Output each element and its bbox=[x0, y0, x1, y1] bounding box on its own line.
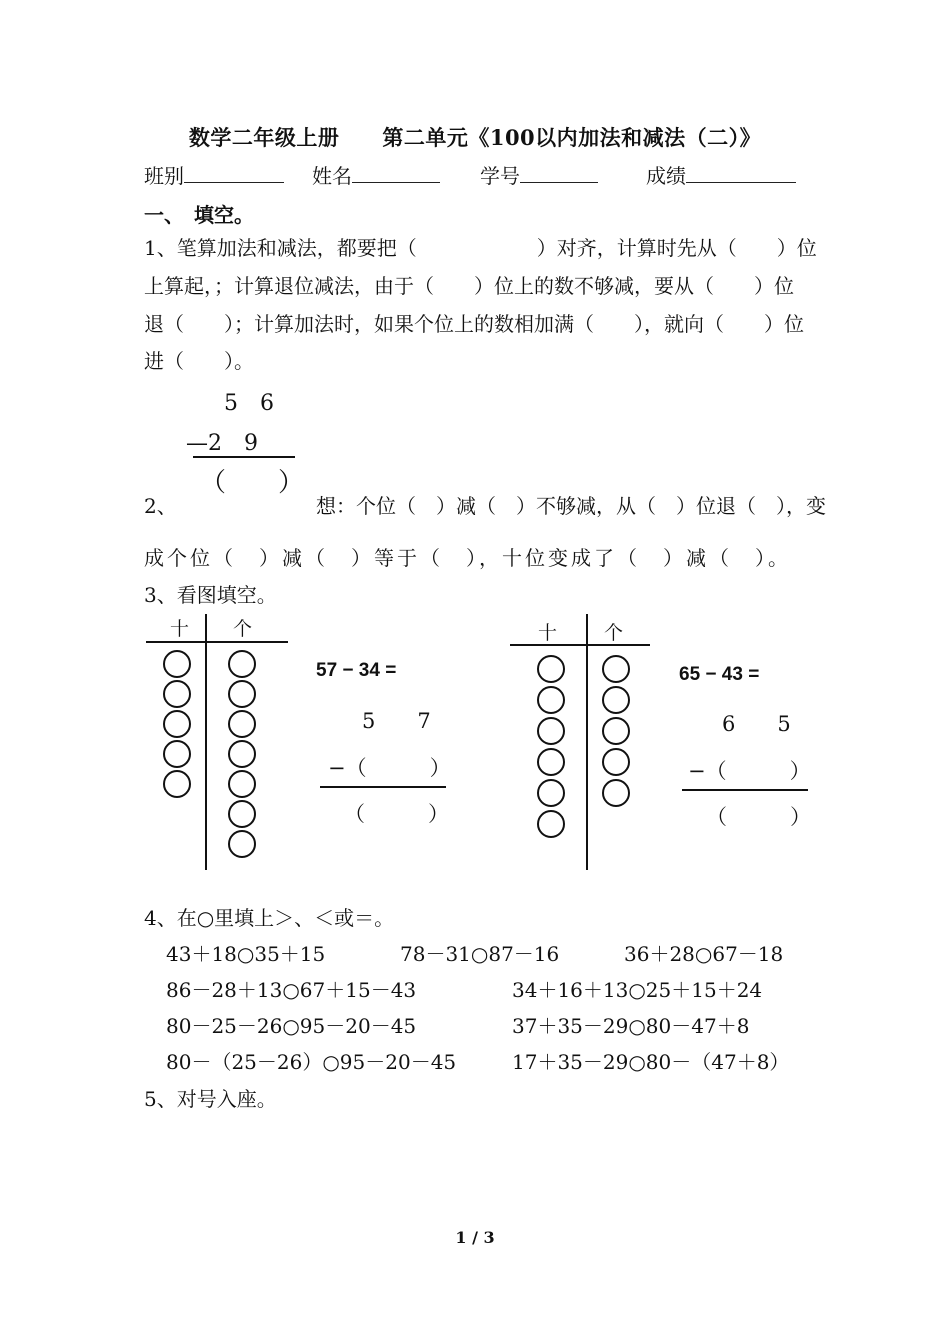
name-field bbox=[312, 160, 440, 189]
counter-circle bbox=[164, 741, 190, 767]
right-minus-row[interactable]: −（ ） bbox=[688, 759, 811, 783]
counter-circle bbox=[229, 651, 255, 677]
counter-circle bbox=[229, 801, 255, 827]
q4-label: 4、在○里填上＞、＜或＝。 bbox=[144, 906, 395, 930]
counter-circle bbox=[229, 711, 255, 737]
counter-circle bbox=[603, 780, 629, 806]
counter-circle bbox=[164, 771, 190, 797]
q2-line2: 成个位（ ）减（ ）等于（ ），十位变成了（ ）减（ ）。 bbox=[144, 546, 791, 570]
score-blank[interactable] bbox=[686, 162, 796, 183]
name-label: 姓名 bbox=[312, 164, 352, 188]
counter-circle bbox=[603, 718, 629, 744]
counter-circle bbox=[164, 681, 190, 707]
left-minus-row[interactable]: −（ ） bbox=[328, 756, 451, 780]
class-label: 班别 bbox=[144, 164, 184, 188]
left-ten-circles bbox=[164, 651, 190, 797]
q1-line2: 上算起，；计算退位减法，由于（ ）位上的数不够减，要从（ ）位 bbox=[144, 274, 794, 298]
q4-item: 17＋35－29○80－（47＋8） bbox=[512, 1050, 790, 1074]
q3-label: 3、看图填空。 bbox=[144, 583, 277, 607]
q4-item: 86－28＋13○67＋15－43 bbox=[166, 978, 417, 1002]
score-label: 成绩 bbox=[646, 164, 686, 188]
counter-circle bbox=[229, 741, 255, 767]
counter-circle bbox=[538, 780, 564, 806]
q4-item: 78－31○87－16 bbox=[400, 942, 560, 966]
q1-line1: 1、笔算加法和减法，都要把（ ）对齐，计算时先从（ ）位 bbox=[144, 236, 817, 260]
number-field bbox=[480, 160, 598, 189]
q2-number: 2、 bbox=[144, 494, 177, 518]
name-blank[interactable] bbox=[352, 162, 440, 183]
q4-item: 43＋18○35＋15 bbox=[166, 942, 326, 966]
left-ten-header: 十 bbox=[170, 618, 190, 640]
q2-top-digits: 5 6 bbox=[224, 391, 274, 416]
left-place-value-chart bbox=[140, 612, 300, 874]
counter-circle bbox=[538, 656, 564, 682]
counter-circle bbox=[229, 831, 255, 857]
right-one-circles bbox=[603, 656, 629, 806]
q2-answer-paren: （ ） bbox=[200, 468, 305, 498]
right-place-value-chart bbox=[506, 612, 656, 874]
right-ten-circles bbox=[538, 656, 564, 837]
number-label: 学号 bbox=[480, 164, 520, 188]
counter-circle bbox=[164, 651, 190, 677]
right-rule bbox=[682, 789, 808, 791]
left-one-header: 个 bbox=[233, 618, 253, 640]
q1-line4: 进（ ）。 bbox=[144, 349, 254, 373]
q2-rule bbox=[193, 456, 295, 458]
counter-circle bbox=[229, 681, 255, 707]
counter-circle bbox=[538, 718, 564, 744]
right-digits: 6 5 bbox=[722, 712, 791, 736]
section-heading: 一、 填空。 bbox=[144, 203, 254, 227]
right-one-header: 个 bbox=[604, 622, 624, 644]
q1-line3: 退（ ）；计算加法时，如果个位上的数相加满（ ），就向（ ）位 bbox=[144, 312, 804, 336]
left-one-circles bbox=[229, 651, 255, 857]
left-answer-row[interactable]: （ ） bbox=[344, 802, 449, 826]
right-ten-header: 十 bbox=[538, 622, 558, 644]
class-blank[interactable] bbox=[184, 162, 284, 183]
left-expression: 57 − 34 = bbox=[316, 660, 397, 681]
page-number: 1 / 3 bbox=[455, 1228, 495, 1247]
q4-item: 80－（25－26）○95－20－45 bbox=[166, 1050, 457, 1074]
counter-circle bbox=[229, 771, 255, 797]
class-field bbox=[144, 160, 284, 189]
q2-bottom-digits: —2 9 bbox=[186, 431, 258, 456]
counter-circle bbox=[164, 711, 190, 737]
q4-item: 80－25－26○95－20－45 bbox=[166, 1014, 417, 1038]
q5-label: 5、对号入座。 bbox=[144, 1087, 277, 1111]
q4-item: 34＋16＋13○25＋15＋24 bbox=[512, 978, 763, 1002]
page-title: 数学二年级上册 第二单元《100以内加法和减法（二）》 bbox=[188, 125, 762, 150]
q4-item: 37＋35－29○80－47＋8 bbox=[512, 1014, 750, 1038]
q4-item: 36＋28○67－18 bbox=[624, 942, 784, 966]
q2-line1: 想：个位（ ）减（ ）不够减，从（ ）位退（ ），变 bbox=[316, 494, 826, 518]
counter-circle bbox=[538, 811, 564, 837]
counter-circle bbox=[603, 749, 629, 775]
left-digits: 5 7 bbox=[362, 709, 431, 733]
right-answer-row[interactable]: （ ） bbox=[706, 805, 811, 829]
left-rule bbox=[320, 786, 446, 788]
counter-circle bbox=[603, 687, 629, 713]
counter-circle bbox=[603, 656, 629, 682]
right-expression: 65 − 43 = bbox=[679, 664, 760, 685]
counter-circle bbox=[538, 749, 564, 775]
score-field bbox=[646, 160, 796, 189]
counter-circle bbox=[538, 687, 564, 713]
number-blank[interactable] bbox=[520, 162, 598, 183]
